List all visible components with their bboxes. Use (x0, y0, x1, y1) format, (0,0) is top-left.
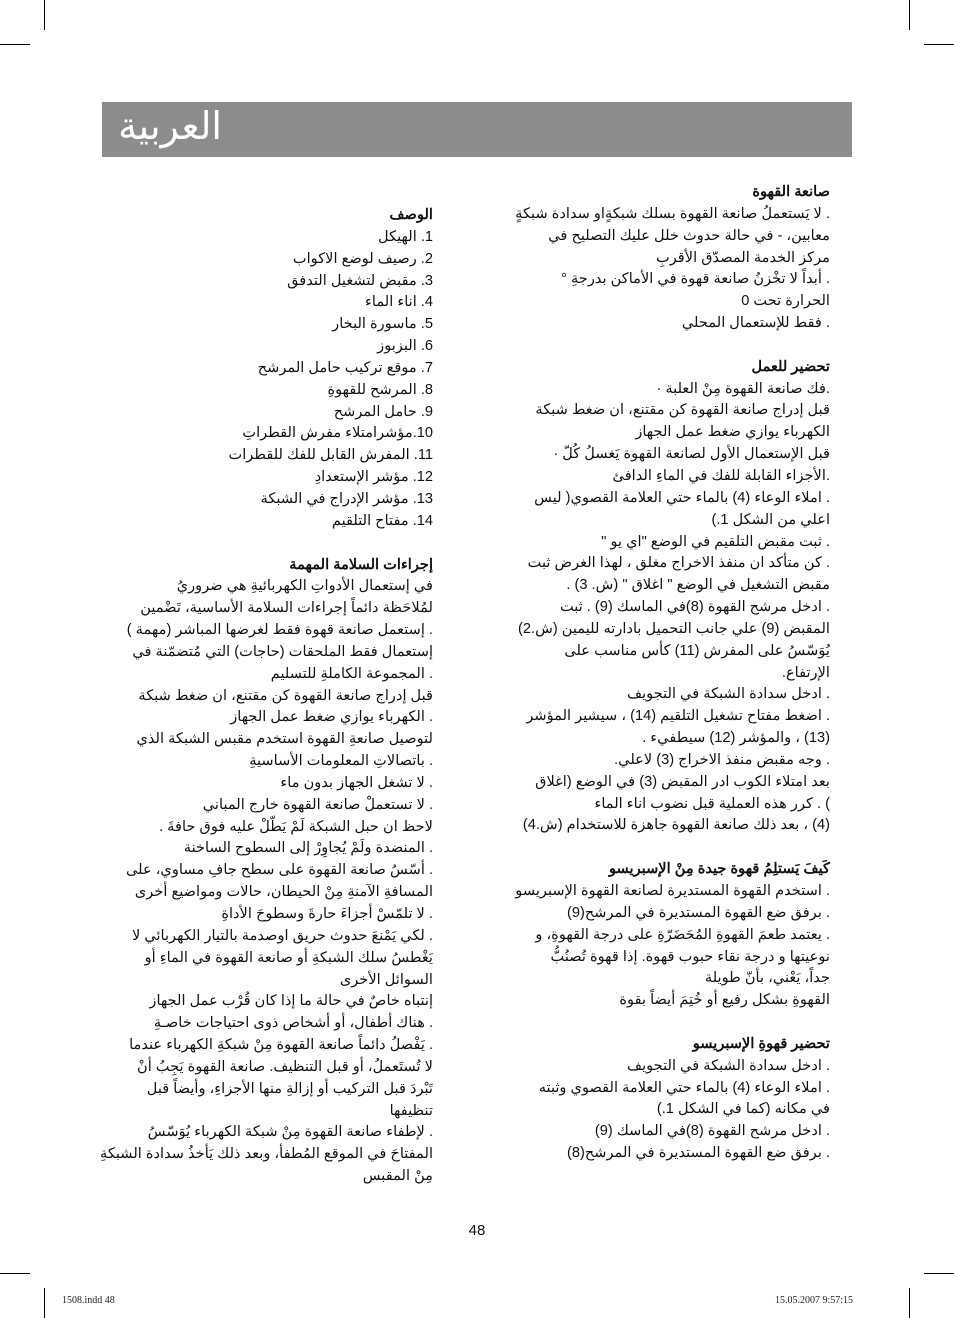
text-line: . أبداً لا تخْزنُ صانعة قهوة في الأماكن بدرجةِ ° (561, 271, 830, 288)
text-line: 5. ماسورة البخار (332, 316, 433, 333)
text-line: 2. رصيف لوضع الاكواب (292, 250, 433, 267)
text-line: لمُلاحَظة دائماً إجراءات السلامة الأساسية، تَضْمين (140, 600, 433, 617)
crop-mark (909, 0, 910, 30)
text-line: . باتصالاتِ المعلومات الأساسيةِ (249, 753, 433, 770)
right-column (505, 182, 830, 1165)
text-line: إستعمال فقط الملحقات (حاجات) التي مُتضمّنة في (132, 643, 433, 660)
paragraph-gap (505, 837, 830, 859)
text-line: لتوصيل صانعةِ القهوة استخدم مقبس الشبكة الذي (136, 731, 433, 748)
text-line: . ادخل سدادة الشبكة في التجويف (626, 1057, 830, 1074)
text-line: المفتاحَ في الموقع المُطفأ، وبعد ذلك يَأخذُ سدادة الشبكةِ (100, 1146, 433, 1163)
section-heading: صانعة القهوة (752, 184, 830, 200)
text-line: (4) ، بعد ذلك صانعة القهوة جاهزة للاستخدام (ش.4) (522, 817, 830, 834)
text-line: الكهرباء يوازي ضغط عمل الجهاز (635, 424, 830, 441)
text-line: 9. حامل المرشح (333, 403, 433, 420)
banner-title: العربية (118, 104, 222, 148)
text-line: .الأجزاء القابلة للفك في الماءِ الدافئ (612, 467, 830, 484)
text-line: . كن متأكد ان منفذ الاخراج مغلق ، لهذا الغرض ثبت (527, 555, 830, 572)
text-line: 12. مؤشر الإستعدادِ (314, 469, 433, 486)
section-heading: تحضير قهوةِ الإسبريسو (692, 1035, 830, 1052)
text-line: المقبض (9) علي جانب التحميل بادارته لليمين (ش.2) (518, 620, 830, 637)
text-line: . هناك أطفال، أو أشخاص ذوى احتياجات خاصـةِ (153, 1015, 433, 1032)
paragraph-gap (505, 1012, 830, 1034)
text-line: . ادخل مرشح القهوة (8)في الماسك (9) . ثبت (559, 599, 830, 616)
text-line: 11. المفرش القابل للفك للقطرات (228, 447, 433, 464)
text-line: 3. مقبض لتشغيل التدفق (287, 272, 433, 289)
section-heading: تحضير للعمل (751, 358, 830, 375)
section-heading: كَيفَ يَستلِمُ قهوة جيدة مِنْ الإسبريسو (609, 861, 830, 878)
text-line: 1. الهيكل (378, 228, 433, 245)
text-line: نوعيتها و درجة نقاء حبوب قهوة. إذا قهوة تُصنُبُّ (550, 948, 830, 965)
text-line: . المنضدة ولَمْ يُجاوِرْ إلى السطوح الساخنة (183, 840, 433, 857)
text-line: (13) ، والمؤشر (12) سيطفيء . (642, 730, 830, 747)
text-line: . ادخل سدادة الشبكة في التجويف (626, 686, 830, 703)
text-line: 8. المرشح للقهوةِ (327, 381, 433, 398)
text-line: مقبض التشغيل في الوضع " اغلاق " (ش. 3) . (566, 577, 830, 594)
crop-mark (0, 44, 30, 45)
text-line: . فقط للإستعمال المحلي (681, 315, 830, 332)
text-line: . لإطفاء صانعة القهوة مِنْ شبكة الكهرباء يُوَسّسُ (147, 1124, 433, 1141)
text-line: . المجموعة الكاملةِ للتسليم (270, 665, 433, 682)
text-line: تَبْردَ قبل التركيب أو إزالةِ منها الأجزاءِ، وأيضاً قبل (146, 1080, 433, 1097)
text-line: يُوَسّسُ على المفرش (11) كأس مناسب على (564, 642, 830, 659)
text-line: . الكهرباء يوازي ضغط عمل الجهاز (230, 709, 433, 726)
paragraph-gap (105, 533, 433, 555)
text-line: . لكي يَمْنعَ حدوث حريق اوصدمة بالتيار الكهربائي لا (131, 927, 433, 944)
crop-mark (44, 1288, 45, 1318)
text-line: .فك صانعة القهوة مِنْ العلبة · (656, 380, 830, 397)
text-line: الإرتفاع. (781, 664, 830, 681)
text-line: مِنْ المقبس (362, 1168, 433, 1185)
text-line: . املاء الوعاء (4) بالماء حتي العلامة القصوي وثبته (538, 1079, 830, 1096)
text-line: . يَفْصلُ دائماً صانعة القهوة مِنْ شبكةِ الكهرباء عندما (129, 1037, 433, 1054)
footer-file-info: 1508.indd 48 (62, 1295, 115, 1306)
text-line: بعد امتلاء الكوب ادر المقبض (3) في الوضع (اغلاق (535, 773, 830, 790)
text-line: . يعتمد طعمَ القهوةِ المُحَضَرّةِ على درجة القهوةِ، و (535, 926, 830, 943)
text-line: قبل إدراج صانعة القهوة كن مقتنع، ان ضغط شبكة (535, 402, 830, 419)
text-line: . استخدم القهوة المستديرة لصانعة القهوة الإسبريسو (515, 883, 830, 899)
text-line: 13. مؤشر الإدراج في الشبكة (260, 490, 433, 507)
text-line: مركز الخدمة المصدّق الأقربِ (656, 249, 830, 266)
crop-mark (44, 0, 45, 30)
text-line: 6. البزبوز (377, 338, 433, 355)
text-line: . ادخل مرشح القهوة (8)في الماسك (9) (594, 1123, 830, 1140)
text-line: قبل الإستعمال الأول لصانعة القهوة يَغسلُ كُلّ · (553, 446, 830, 463)
crop-mark (909, 1288, 910, 1318)
page-number: 48 (468, 1222, 486, 1239)
text-line: . ثبت مقبض التلقيم في الوضع "اي يو " (601, 533, 830, 550)
text-line: اعلي من الشكل 1.) (711, 511, 830, 528)
text-line: . لا تستعملْ صانعة القهوة خارج المباني (202, 796, 433, 813)
text-line: معابين، - في حالة حدوث خلل عليك التصليح في (548, 227, 830, 244)
text-line: . اضغط مفتاح تشغيل التلقيم (14) ، سيشير المؤشر (526, 708, 830, 725)
text-line: لاحظ ان حبل الشبكة لَمْ يَطّلْ عليه فوق حافةَ . (159, 818, 433, 835)
text-line: تنظيفها (389, 1102, 433, 1119)
left-column (100, 205, 433, 1188)
language-banner (102, 102, 852, 157)
text-line: في مكانه (كما في الشكل 1.) (656, 1101, 830, 1118)
crop-mark (0, 1273, 30, 1274)
text-line: إنتباه خاصٌ في حالة ما إذا كان قُرْب عمل الجهاز (149, 993, 433, 1010)
text-line: . أسّسُ صانعة القهوة على سطح جافِ مساوي، على (125, 862, 433, 879)
text-line: . املاء الوعاء (4) بالماء حتي العلامة القصوي( ليس (534, 489, 830, 506)
text-line: القهوةِ بشكل رفيع أو خُتِمَ أيضاً بقوة (619, 992, 830, 1009)
text-line: ) . كرر هذه العملية قبل نضوب اناء الماء (594, 795, 830, 812)
text-line: السوائل الأخرى (339, 971, 433, 988)
text-line: 10.مؤشرامتلاء مفرش القطراتِ (242, 425, 433, 442)
section-heading: إجراءات السلامة المهمة (289, 556, 433, 573)
text-line: . لا تلمّسْ أجزاءَ حارةَ وسطوحَ الأداةِ (221, 906, 433, 922)
footer-timestamp: 15.05.2007 9:57:15 (775, 1295, 854, 1306)
text-line: . إستعمل صانعة قهوة فقط لغرضها المباشر (مهمة ) (126, 622, 433, 639)
text-line: يَغْطسُ سلك الشبكةِ أو صانعة القهوة في الماءِ أو (144, 949, 433, 966)
text-line: 4. اناء الماء (365, 294, 433, 311)
paragraph-gap (505, 335, 830, 357)
text-line: . برفق ضع القهوة المستديرة في المرشح(9) (566, 904, 830, 921)
text-line: . وجه مقبض منفذ الاخراج (3) لاعلي. (614, 751, 830, 768)
text-line: لا تُستَعملُ، أو قبل التنظيف. صانعة القهوة يَجِبُ أنْ (136, 1058, 433, 1075)
text-line: . لا تشغل الجهاز بدون ماء (280, 774, 433, 791)
crop-mark (924, 1273, 954, 1274)
section-heading: الوصف (389, 207, 433, 223)
crop-mark (924, 44, 954, 45)
text-line: . برفق ضع القهوة المستديرة في المرشح(8) (566, 1145, 830, 1162)
text-line: في إستعمال الأدواتِ الكهربائيةِ هي ضروريُ (176, 578, 433, 595)
text-line: قبل إدراج صانعة القهوة كن مقتنع، ان ضغط شبكة (138, 687, 433, 704)
text-line: جداً، يَعْني، بأنّ طويلة (704, 970, 830, 987)
text-line: 14. مفتاح التلقيم (331, 512, 433, 529)
text-line: المسافةِ الآمنةِ مِنْ الحيطان، حالات ومواضيع أخرى (134, 884, 433, 901)
text-line: . لا يَستعملُ صانعة القهوة بسلك شبكةٍاو سدادة شبكةٍ (515, 205, 830, 222)
text-line: 7. موقع تركيب حامل المرشح (257, 359, 433, 376)
text-line: الحرارة تحت 0 (741, 293, 830, 310)
